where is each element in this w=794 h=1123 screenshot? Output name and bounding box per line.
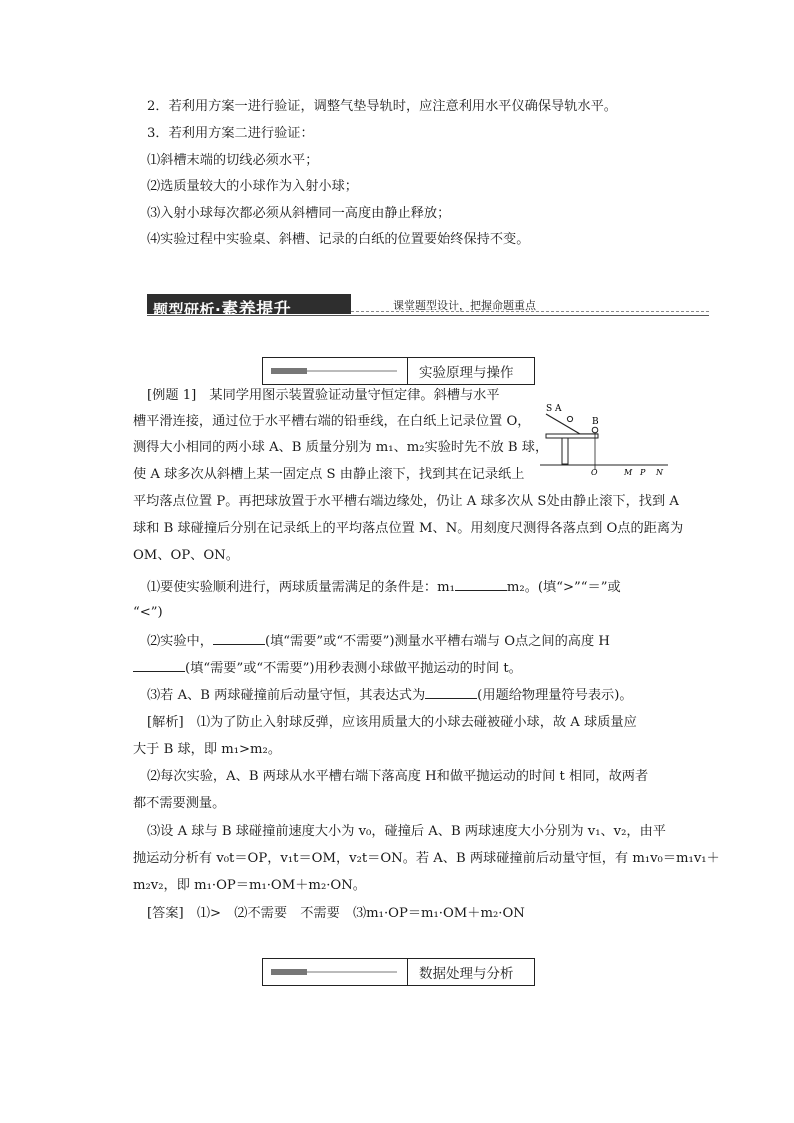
question-2-part-b: (填“需要”或“不需要”)测量水平槽右端与 O点之间的高度 H xyxy=(264,634,610,649)
question-1-line-1 xyxy=(147,578,621,597)
question-2-line-2 xyxy=(133,659,522,678)
apparatus-figure xyxy=(540,400,670,477)
label-o: O xyxy=(591,468,598,477)
analysis-line-5: ⑶设 A 球与 B 球碰撞前速度大小为 v₀，碰撞后 A、B 两球速度大小分别为 v₁、v₂，由平 xyxy=(147,824,666,839)
table-leg xyxy=(562,438,568,464)
section-header-label: 实验原理与操作 xyxy=(419,365,514,381)
example-line-2: 槽平滑连接，通过位于水平槽右端的铅垂线，在白纸上记录位置 O， xyxy=(133,414,531,429)
answer-blank-1 xyxy=(455,578,507,591)
question-3-line xyxy=(147,686,633,705)
section-header-principle xyxy=(262,357,535,385)
banner-rule xyxy=(147,315,709,316)
analysis-line-3: ⑵每次实验，A、B 两球从水平槽右端下落高度 H和做平抛运动的时间 t 相同，故两者 xyxy=(147,769,649,784)
label-b: B xyxy=(592,417,599,427)
analysis-line-6: 抛运动分析有 v₀t＝OP，v₁t＝OM，v₂t＝ON。若 A、B 两球碰撞前后动量守恒，有 m₁v₀＝m₁v₁＋ xyxy=(133,851,720,866)
section-header-data xyxy=(262,958,535,986)
intro-line-3: ⑴斜槽末端的切线必须水平； xyxy=(147,153,319,168)
section-header-chip-line xyxy=(307,370,397,372)
label-n: N xyxy=(656,468,663,477)
intro-line-2: 3．若利用方案二进行验证： xyxy=(147,126,314,141)
example-line-7: OM、OP、ON。 xyxy=(133,548,239,563)
section-banner xyxy=(147,294,709,320)
section-header-chip-line xyxy=(307,971,397,973)
ball-a xyxy=(567,416,572,421)
question-2-part-a: ⑵实验中， xyxy=(147,634,213,649)
banner-title-right: 素养提升 xyxy=(221,300,292,320)
example-line-5: 平均落点位置 P。再把球放置于水平槽右端边缘处，仍让 A 球多次从 S处由静止滚下，找到 A xyxy=(133,494,679,509)
chute-incline xyxy=(546,414,580,434)
question-1-line-2: “<”) xyxy=(133,605,163,620)
question-1-part-b: m₂。(填“>”“＝”或 xyxy=(506,580,621,595)
example-line-6: 球和 B 球碰撞后分别在记录纸上的平均落点位置 M、N。用刻度尺测得各落点到 O点的距离为 xyxy=(133,521,684,536)
answer-line: [答案] ⑴> ⑵不需要 不需要 ⑶m₁·OP＝m₁·OM＋m₂·ON xyxy=(147,906,525,921)
intro-line-1: 2．若利用方案一进行验证，调整气垫导轨时，应注意利用水平仪确保导轨水平。 xyxy=(147,99,617,114)
intro-line-4: ⑵选质量较大的小球作为入射小球； xyxy=(147,179,358,194)
example-line-1: [例题 1] 某同学用图示装置验证动量守恒定律。斜槽与水平 xyxy=(147,388,500,403)
question-2-part-c: (填“需要”或“不需要”)用秒表测小球做平抛运动的时间 t。 xyxy=(185,661,522,676)
question-2-line-1 xyxy=(147,632,610,651)
analysis-line-2: 大于 B 球，即 m₁>m₂。 xyxy=(133,742,282,757)
answer-blank-2 xyxy=(213,632,265,645)
banner-subtitle: 课堂题型设计，把握命题重点 xyxy=(393,299,536,312)
example-line-4: 使 A 球多次从斜槽上某一固定点 S 由静止滚下，找到其在记录纸上 xyxy=(133,467,525,482)
banner-title xyxy=(153,295,291,320)
section-header-chip xyxy=(271,969,307,975)
table-top xyxy=(546,434,598,438)
label-p: P xyxy=(640,468,646,477)
section-header-left xyxy=(263,358,408,384)
example-line-3: 测得大小相同的两小球 A、B 质量分别为 m₁、m₂实验时先不放 B 球， xyxy=(133,440,549,455)
answer-blank-3 xyxy=(133,659,185,672)
question-1-part-a: ⑴要使实验顺利进行，两球质量需满足的条件是：m₁ xyxy=(147,580,455,595)
section-header-left xyxy=(263,959,408,985)
ball-b xyxy=(592,427,598,433)
section-header-chip xyxy=(271,368,307,374)
question-3-part-b: (用题给物理量符号表示)。 xyxy=(477,688,633,703)
analysis-line-7: m₂v₂，即 m₁·OP＝m₁·OM＋m₂·ON。 xyxy=(133,878,366,893)
analysis-line-4: 都不需要测量。 xyxy=(133,796,226,811)
question-3-part-a: ⑶若 A、B 两球碰撞前后动量守恒，其表达式为 xyxy=(147,688,426,703)
intro-line-6: ⑷实验过程中实验桌、斜槽、记录的白纸的位置要始终保持不变。 xyxy=(147,232,530,247)
section-header-label: 数据处理与分析 xyxy=(419,966,514,982)
answer-blank-4 xyxy=(425,686,477,699)
label-a: A xyxy=(555,404,562,414)
intro-line-5: ⑶入射小球每次都必须从斜槽同一高度由静止释放； xyxy=(147,206,451,221)
label-s: S xyxy=(546,404,553,414)
analysis-line-1: [解析] ⑴为了防止入射球反弹，应该用质量大的小球去碰被碰小球，故 A 球质量应 xyxy=(147,715,637,730)
label-m: M xyxy=(624,468,633,477)
banner-title-left: 题型研析· xyxy=(153,301,222,319)
